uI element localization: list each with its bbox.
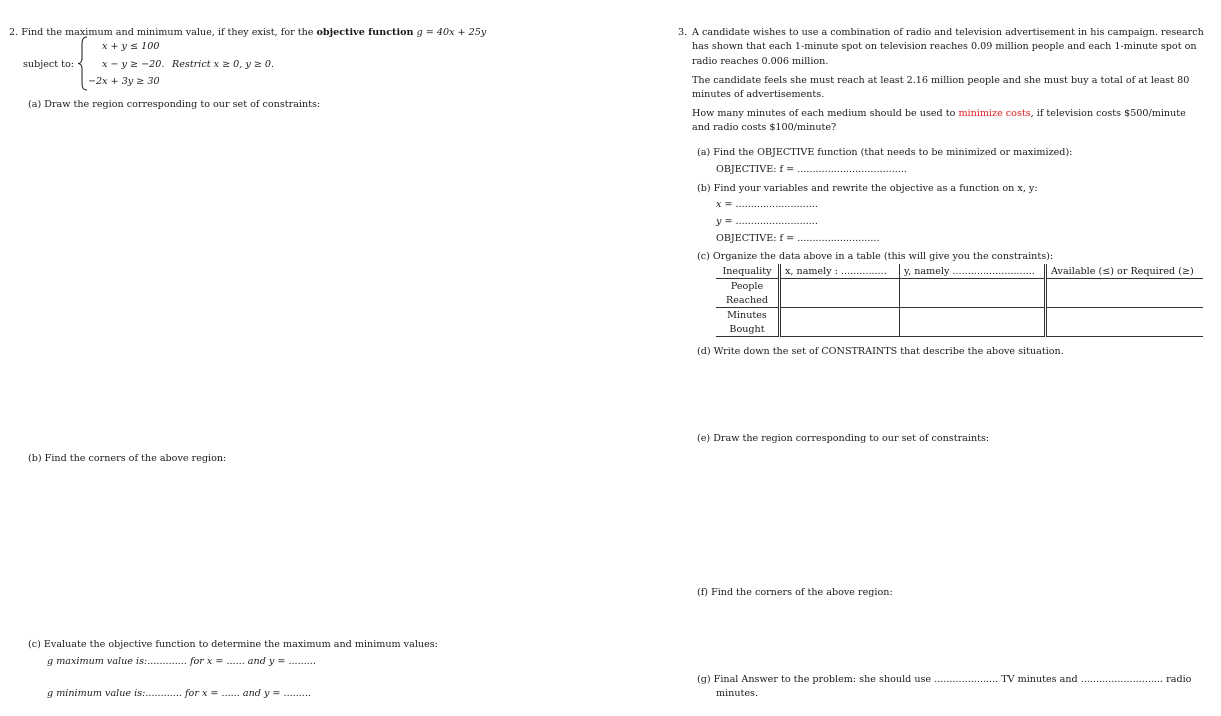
p3-para2-line1: The candidate feels she must reach at least 2.16 million people and she must buy a total of at least 80 — [692, 75, 1190, 86]
p3-para2-line2: minutes of advertisements. — [692, 89, 825, 100]
para3-post: , if television costs $500/minute — [1030, 108, 1186, 119]
restrict-text: Restrict x ≥ 0, y ≥ 0. — [172, 59, 275, 70]
p3-para1-line1: A candidate wishes to use a combination of radio and television advertisement in his campaign. research — [692, 27, 1204, 38]
p2-part-b: (b) Find the corners of the above region: — [28, 453, 227, 464]
constraint-3: −2x + 3y ≥ 30 — [88, 76, 160, 87]
table-header: x, namely : ............... — [780, 264, 900, 279]
intro-bold: objective function — [316, 27, 414, 38]
constraint-1: x + y ≤ 100 — [102, 41, 160, 52]
objective-formula: g = 40x + 25y — [416, 27, 487, 38]
table-row — [716, 308, 1203, 323]
table-header: y, namely ........................... — [900, 264, 1046, 279]
problem-number: 2. — [9, 27, 19, 38]
p2-max-line: g maximum value is:............. for x = ...... and y = ......... — [47, 656, 316, 667]
table-cell: Bought — [716, 322, 780, 337]
data-table — [716, 264, 1203, 337]
table-cell — [1046, 308, 1204, 337]
table-cell — [900, 279, 1046, 308]
table-header-row — [716, 264, 1203, 279]
p3-part-d: (d) Write down the set of CONSTRAINTS that describe the above situation. — [697, 346, 1064, 357]
table-cell — [1046, 279, 1204, 308]
constraint-2: x − y ≥ −20. — [102, 59, 165, 70]
p2-part-c: (c) Evaluate the objective function to determine the maximum and minimum values: — [28, 639, 438, 650]
p2-part-a: (a) Draw the region corresponding to our set of constraints: — [28, 99, 321, 110]
p3-part-b-objective: OBJECTIVE: f = ........................... — [716, 233, 880, 244]
table-cell — [780, 279, 900, 308]
subject-to-label: subject to: — [23, 59, 75, 70]
para3-pre: How many minutes of each medium should be used to — [692, 108, 956, 119]
p3-para3-line2: and radio costs $100/minute? — [692, 122, 837, 133]
p3-part-f: (f) Find the corners of the above region: — [697, 587, 893, 598]
p3-part-b-x: x = ........................... — [716, 199, 818, 210]
p3-part-e: (e) Draw the region corresponding to our set of constraints: — [697, 433, 990, 444]
p3-para3-line1 — [692, 108, 1186, 119]
p3-part-g-line2: minutes. — [716, 688, 759, 699]
p2-min-line: g minimum value is:............ for x = ...... and y = ......... — [47, 688, 311, 699]
intro-text: Find the maximum and minimum value, if they exist, for the — [21, 27, 314, 38]
p3-part-g-line1: (g) Final Answer to the problem: she should use ..................... TV minutes and ........................... radio — [697, 674, 1192, 685]
p3-para1-line3: radio reaches 0.006 million. — [692, 56, 829, 67]
p3-part-b-y: y = ........................... — [716, 216, 818, 227]
table-header: Available (≤) or Required (≥) — [1046, 264, 1204, 279]
p3-part-c: (c) Organize the data above in a table (this will give you the constraints): — [697, 251, 1054, 262]
table-row — [716, 279, 1203, 294]
table-cell: People — [716, 279, 780, 294]
table-cell — [780, 308, 900, 337]
p3-para1-line2: has shown that each 1-minute spot on television reaches 0.09 million people and each 1-minute spot on — [692, 41, 1197, 52]
problem-3-number: 3. — [678, 27, 688, 38]
table-cell: Minutes — [716, 308, 780, 323]
table-cell — [900, 308, 1046, 337]
minimize-costs-highlight: minimize costs — [958, 108, 1031, 119]
p3-part-a: (a) Find the OBJECTIVE function (that needs to be minimized or maximized): — [697, 147, 1073, 158]
table-header: Inequality — [716, 264, 780, 279]
table-cell: Reached — [716, 293, 780, 308]
p3-part-a-fill: OBJECTIVE: f = .................................... — [716, 164, 907, 175]
p3-part-b: (b) Find your variables and rewrite the objective as a function on x, y: — [697, 183, 1038, 194]
